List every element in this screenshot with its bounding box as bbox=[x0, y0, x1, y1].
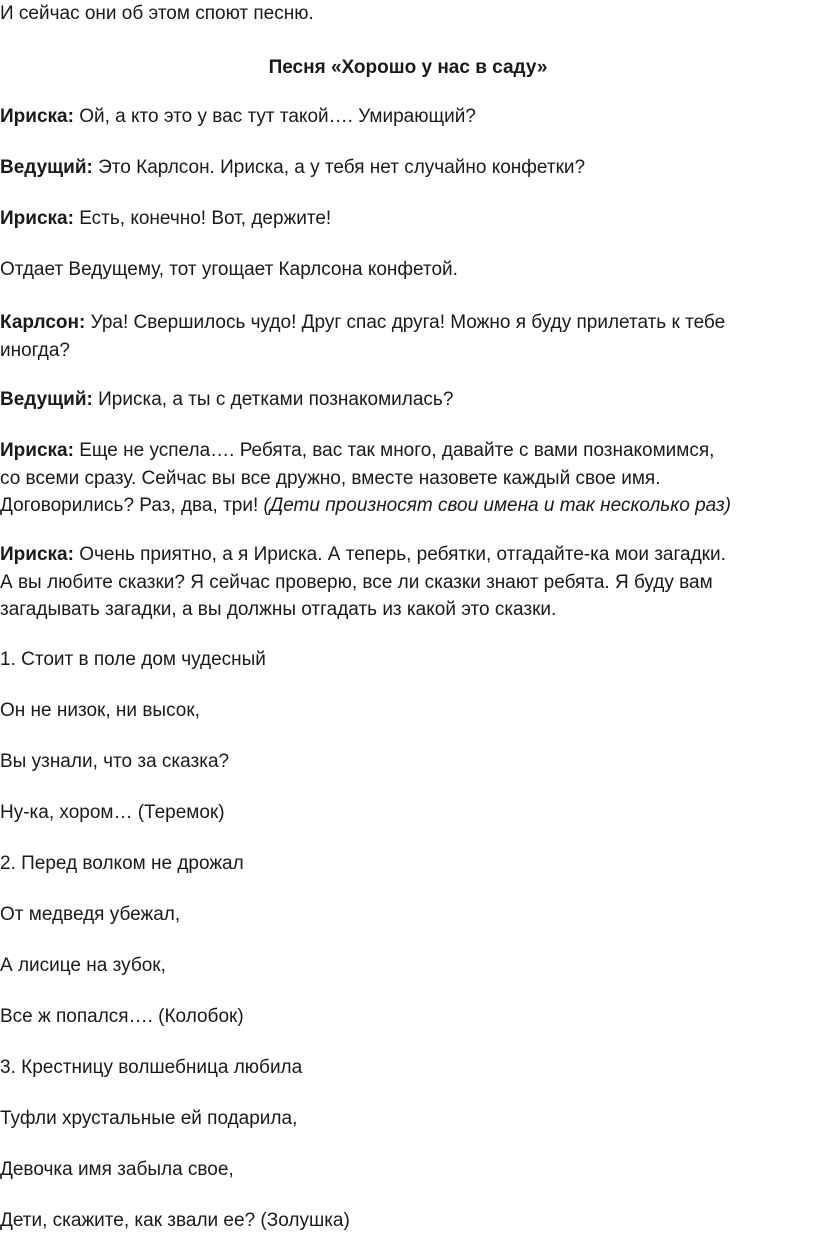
riddle-line: А лисице на зубок, bbox=[0, 955, 166, 976]
riddle-line: Туфли хрустальные ей подарила, bbox=[0, 1108, 298, 1129]
stage-direction: Отдает Ведущему, тот угощает Карлсона конфетой. bbox=[0, 259, 458, 280]
riddle-line: 3. Крестницу волшебница любила bbox=[0, 1057, 303, 1078]
riddle-line: 1. Стоит в поле дом чудесный bbox=[0, 649, 266, 670]
dialogue-line bbox=[0, 205, 816, 233]
line-text: загадывать загадки, а вы должны отгадать из какой это сказки. bbox=[0, 599, 557, 620]
riddle-line: Вы узнали, что за сказка? bbox=[0, 751, 230, 772]
riddle-line: Он не низок, ни высок, bbox=[0, 700, 200, 721]
line-text: А вы любите сказки? Я сейчас проверю, все ли сказки знают ребята. Я буду вам bbox=[0, 571, 713, 593]
speaker: Ириска: bbox=[0, 440, 74, 461]
speaker: Ведущий: bbox=[0, 389, 93, 410]
line-text: Есть, конечно! Вот, держите! bbox=[73, 208, 332, 229]
line-text: Это Карлсон. Ириска, а у тебя нет случайно конфетки? bbox=[92, 157, 586, 178]
dialogue-line bbox=[0, 541, 816, 624]
line-text: иногда? bbox=[0, 339, 70, 361]
line-text: Еще не успела…. Ребята, вас так много, давайте с вами познакомимся, bbox=[73, 440, 715, 461]
dialogue-line bbox=[0, 103, 816, 131]
dialogue-line bbox=[0, 437, 816, 520]
speaker: Ириска: bbox=[0, 544, 74, 565]
line-text: Очень приятно, а я Ириска. А теперь, ребятки, отгадайте-ка мои загадки. bbox=[73, 544, 726, 565]
stage-direction: (Дети произносят свои имена и так несколько раз) bbox=[263, 495, 731, 516]
speaker: Ириска: bbox=[0, 106, 74, 127]
riddle-line: Девочка имя забыла свое, bbox=[0, 1159, 234, 1180]
speaker: Ведущий: bbox=[0, 157, 93, 178]
line-text: Ириска, а ты с детками познакомилась? bbox=[92, 389, 454, 410]
dialogue-line bbox=[0, 309, 816, 364]
dialogue-line bbox=[0, 386, 816, 414]
riddle-line: От медведя убежал, bbox=[0, 904, 181, 925]
intro-text: И сейчас они об этом споют песню. bbox=[0, 3, 314, 24]
speaker: Карлсон: bbox=[0, 312, 86, 333]
speaker: Ириска: bbox=[0, 208, 74, 229]
line-text: Договорились? Раз, два, три! bbox=[0, 495, 264, 516]
line-text: Ура! Свершилось чудо! Друг спас друга! Можно я буду прилетать к тебе bbox=[85, 312, 726, 333]
riddle-line: Все ж попался…. (Колобок) bbox=[0, 1006, 244, 1027]
riddle-line: Ну-ка, хором… (Теремок) bbox=[0, 802, 225, 823]
line-text: Ой, а кто это у вас тут такой…. Умирающий? bbox=[73, 106, 476, 127]
song-title: Песня «Хорошо у нас в саду» bbox=[268, 57, 548, 78]
dialogue-line bbox=[0, 154, 816, 182]
riddle-line: 2. Перед волком не дрожал bbox=[0, 853, 244, 874]
riddle-line: Дети, скажите, как звали ее? (Золушка) bbox=[0, 1210, 350, 1231]
line-text: со всеми сразу. Сейчас вы все дружно, вместе назовете каждый свое имя. bbox=[0, 467, 661, 489]
